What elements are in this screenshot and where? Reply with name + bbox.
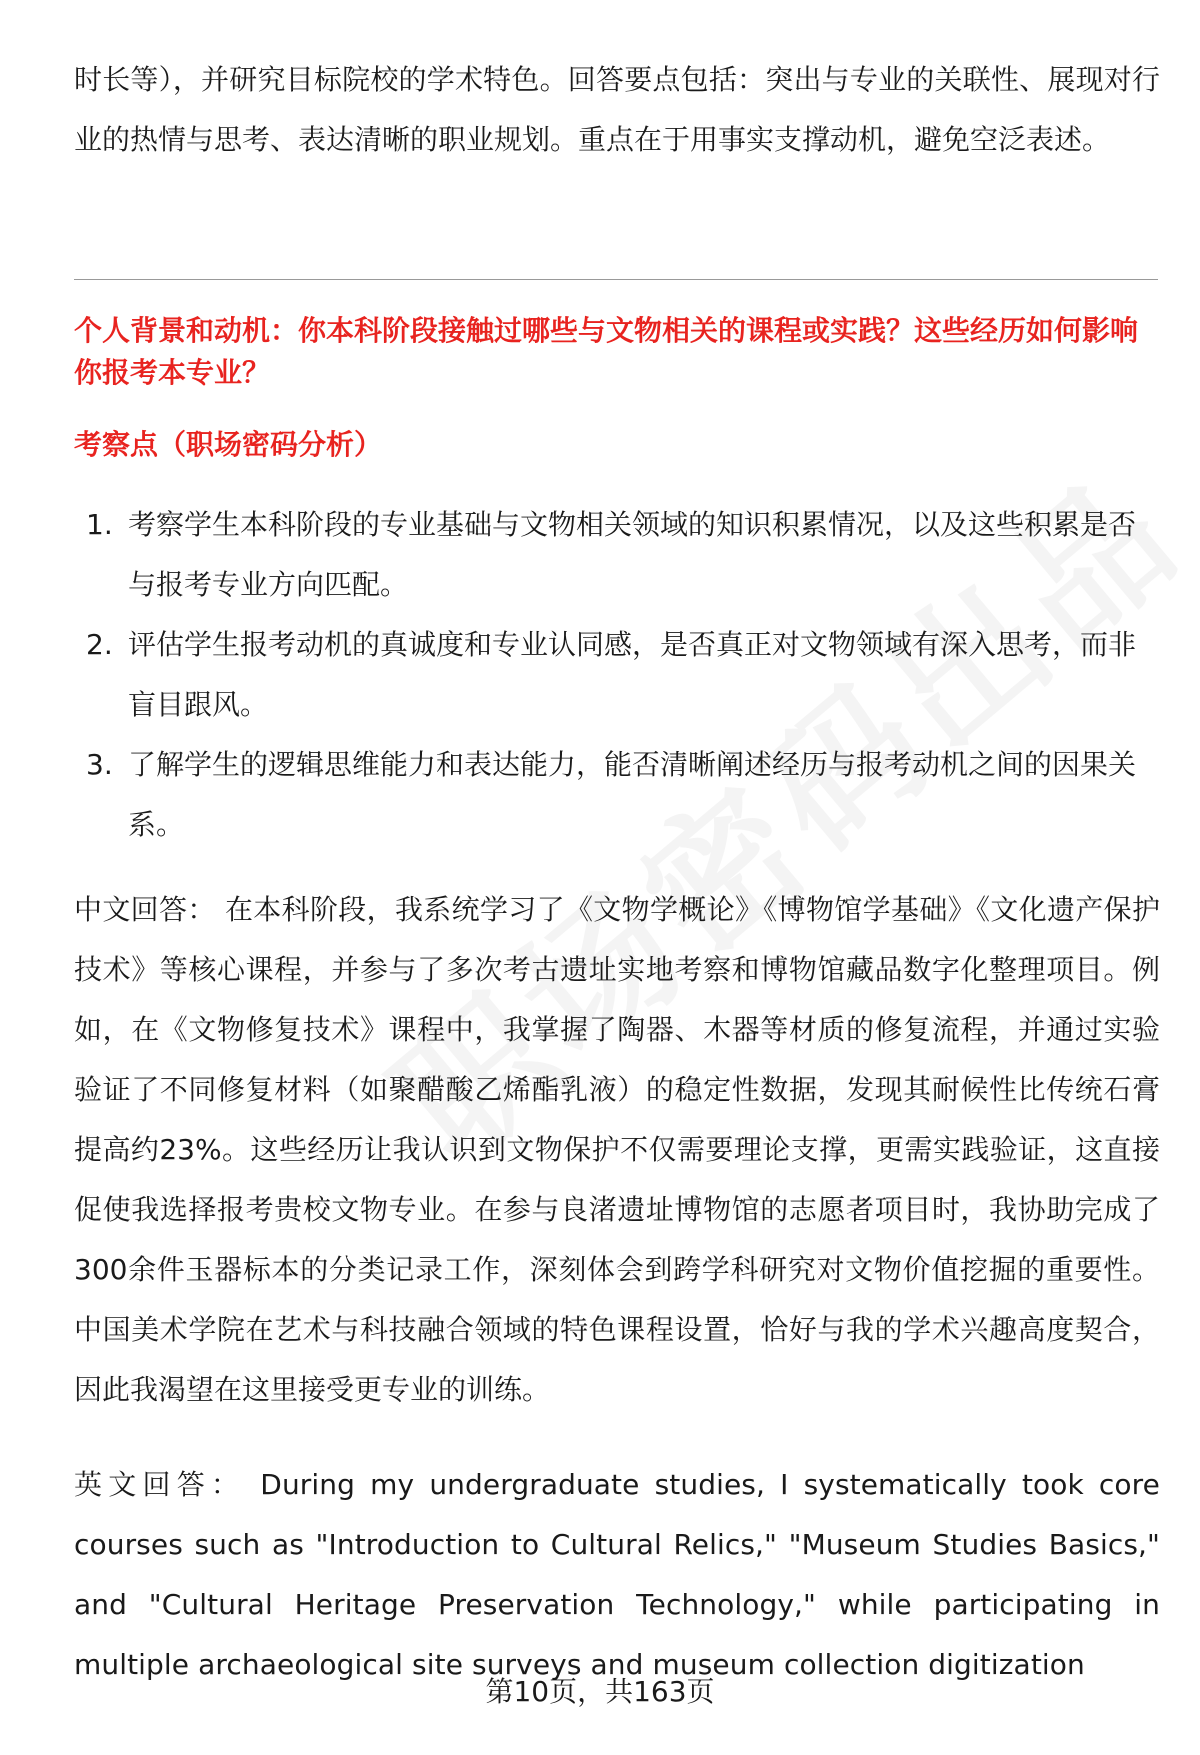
list-item-number: 2. [86,628,113,661]
list-item-text: 了解学生的逻辑思维能力和表达能力，能否清晰阐述经历与报考动机之间的因果关系。 [128,748,1137,841]
list-item-number: 3. [86,748,113,781]
list-item-text: 考察学生本科阶段的专业基础与文物相关领域的知识积累情况，以及这些积累是否与报考专业方向匹配。 [128,508,1137,601]
english-answer [74,1455,1160,1695]
question-title: 个人背景和动机：你本科阶段接触过哪些与文物相关的课程或实践？这些经历如何影响你报考本专业？ [74,314,1139,389]
intro-paragraph: 时长等），并研究目标院校的学术特色。回答要点包括：突出与专业的关联性、展现对行业的热情与思考、表达清晰的职业规划。重点在于用事实支撑动机，避免空泛表述。 [74,63,1160,156]
chinese-answer [74,880,1160,1420]
list-item [74,735,1160,855]
page-footer: 第10页，共163页 [485,1675,715,1708]
evaluation-points-list [74,495,1160,855]
english-answer-text: During my undergraduate studies, I systematically took core courses such as "Introduction to Cultural Relics," "Museum Studies Basics," and "Cultural Heritage Preservation Technology," while participating in multiple archaeological site surveys and museum collection digitization [74,1468,1160,1681]
list-item [74,615,1160,735]
chinese-answer-label: 中文回答： [74,893,216,926]
english-answer-label: 英文回答： [74,1468,246,1501]
list-item-text: 评估学生报考动机的真诚度和专业认同感，是否真正对文物领域有深入思考，而非盲目跟风。 [128,628,1137,721]
list-item [74,495,1160,615]
section-label: 考察点（职场密码分析） [74,428,383,461]
chinese-answer-text: 在本科阶段，我系统学习了《文物学概论》《博物馆学基础》《文化遗产保护技术》等核心课程，并参与了多次考古遗址实地考察和博物馆藏品数字化整理项目。例如，在《文物修复技术》课程中，我掌握了陶器、木器等材质的修复流程，并通过实验验证了不同修复材料（如聚醋酸乙烯酯乳液）的稳定性数据，发现其耐候性比传统石膏提高约23%。这些经历让我认识到文物保护不仅需要理论支撑，更需实践验证，这直接促使我选择报考贵校文物专业。在参与良渚遗址博物馆的志愿者项目时，我协助完成了300余件玉器标本的分类记录工作，深刻体会到跨学科研究对文物价值挖掘的重要性。中国美术学院在艺术与科技融合领域的特色课程设置，恰好与我的学术兴趣高度契合，因此我渴望在这里接受更专业的训练。 [74,893,1160,1406]
list-item-number: 1. [86,508,113,541]
section-divider [74,279,1158,280]
